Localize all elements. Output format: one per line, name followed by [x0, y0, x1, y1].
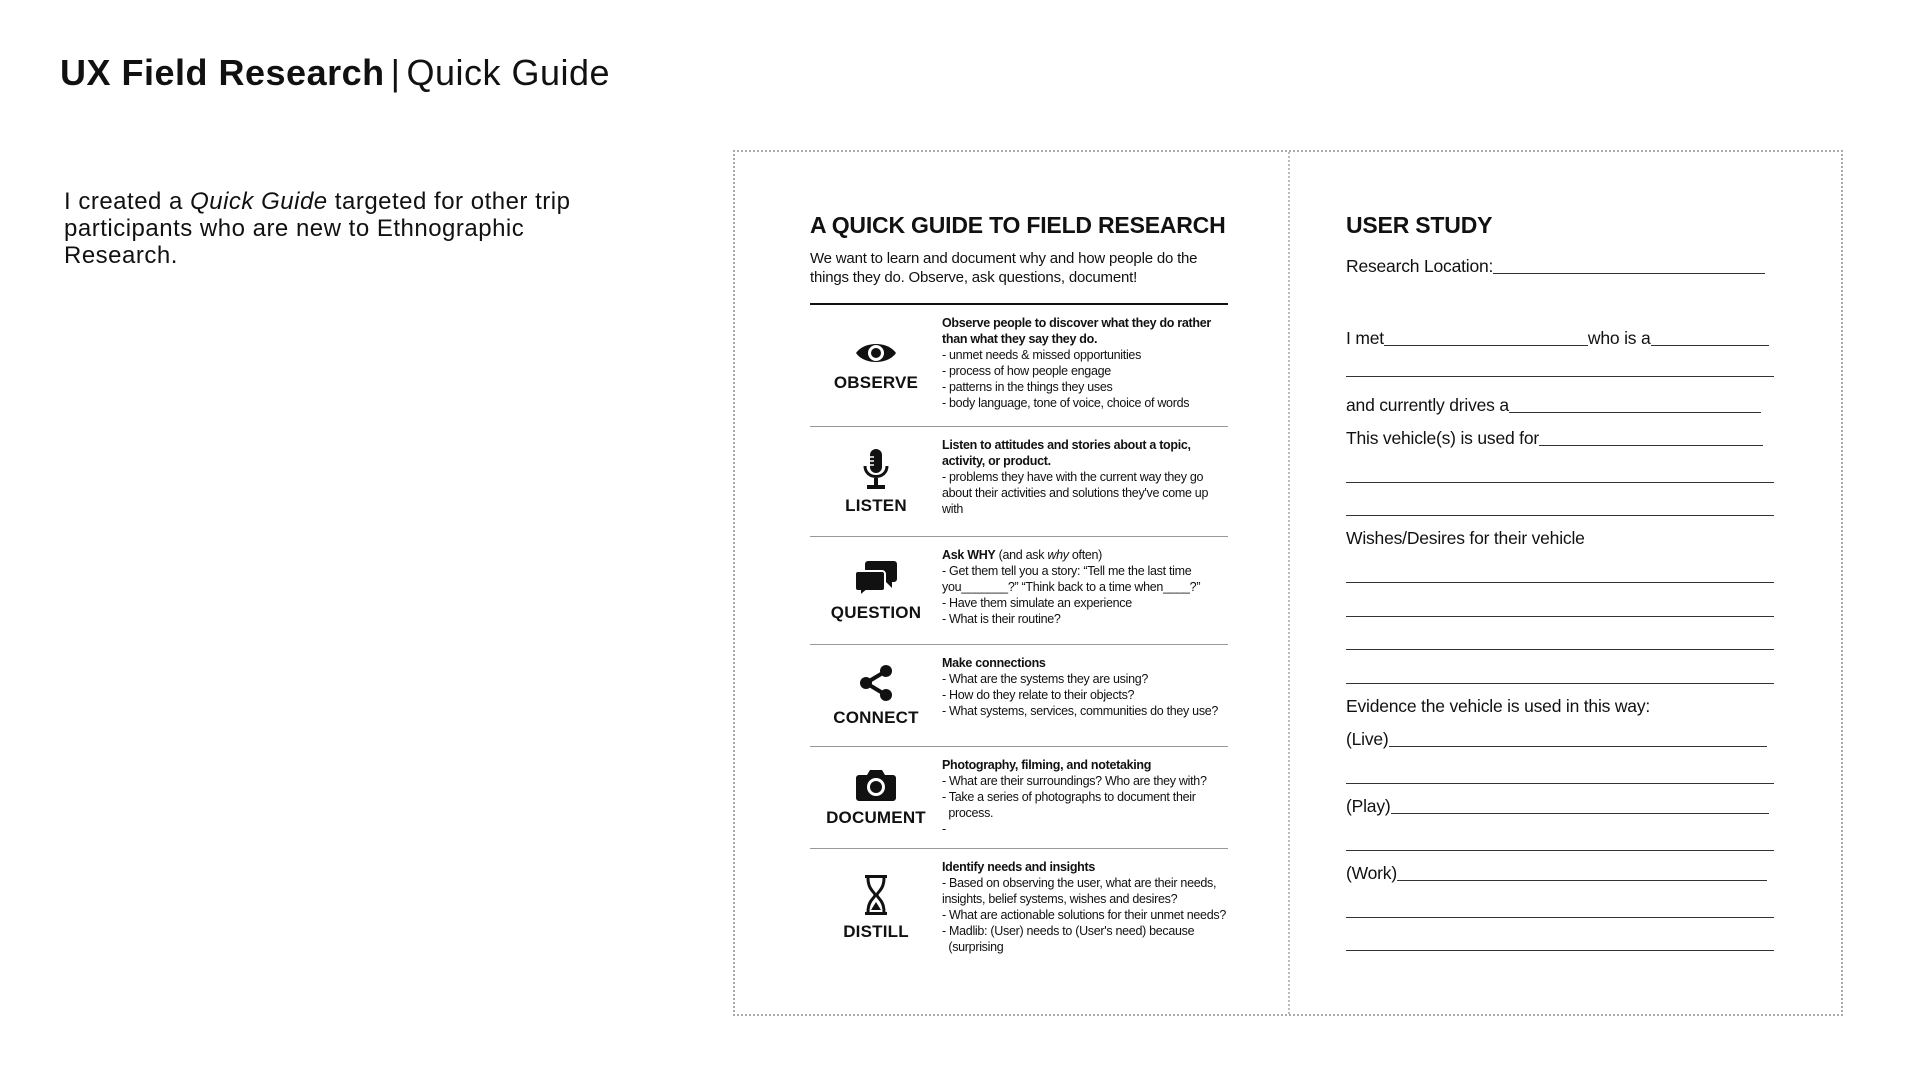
play-label: (Play) [1346, 796, 1391, 816]
answer-line[interactable] [1346, 616, 1774, 617]
share-icon [858, 664, 894, 702]
step-heading: Observe people to discover what they do rather than what they say they do. [942, 316, 1211, 346]
step-line: (surprising [942, 940, 1004, 954]
i-met-blank[interactable] [1384, 345, 1588, 346]
step-heading-rest: often) [1068, 548, 1103, 562]
live-label: (Live) [1346, 729, 1389, 749]
microphone-icon [861, 448, 891, 490]
step-heading: Listen to attitudes and stories about a topic, activity, or product. [942, 438, 1191, 468]
evidence-label: Evidence the vehicle is used in this way: [1346, 696, 1651, 716]
live-blank[interactable] [1389, 746, 1767, 747]
step-label: OBSERVE [833, 372, 919, 392]
used-for-field [1346, 428, 1763, 449]
page-title-light: Quick Guide [406, 52, 611, 93]
live-field [1346, 729, 1767, 750]
step-heading-row [942, 547, 1228, 563]
work-field [1346, 863, 1767, 884]
study-title: USER STUDY [1346, 212, 1493, 238]
step-heading-rest: (and ask [995, 548, 1048, 562]
step-listen [810, 427, 1228, 537]
step-line: - patterns in the things they uses [942, 380, 1113, 394]
work-label: (Work) [1346, 863, 1397, 883]
answer-line[interactable] [1346, 582, 1774, 583]
step-line: - Take a series of photographs to document their [942, 790, 1196, 804]
research-location-blank[interactable] [1493, 273, 1765, 274]
step-line: - Based on observing the user, what are their needs, insights, belief systems, wishes and desires? [942, 876, 1217, 906]
used-for-blank[interactable] [1539, 445, 1763, 446]
step-line: - What is their routine? [942, 612, 1061, 626]
step-line: - What are actionable solutions for their unmet needs? [942, 908, 1226, 922]
step-connect [810, 645, 1228, 747]
chat-bubbles-icon [854, 559, 898, 597]
page-title-strong: UX Field Research [60, 52, 385, 93]
i-met-field [1346, 328, 1769, 349]
step-line: - Have them simulate an experience [942, 596, 1132, 610]
research-location-field [1346, 256, 1765, 277]
step-document [810, 747, 1228, 849]
play-blank[interactable] [1391, 813, 1769, 814]
step-line: - body language, tone of voice, choice of words [942, 396, 1190, 410]
eye-icon [854, 339, 898, 367]
step-question [810, 537, 1228, 645]
drives-label: and currently drives a [1346, 395, 1509, 415]
step-line: - Madlib: (User) needs to (User's need) because [942, 924, 1195, 938]
step-line: - What systems, services, communities do they use? [942, 704, 1219, 718]
step-line: - What are their surroundings? Who are they with? [942, 774, 1207, 788]
used-for-label: This vehicle(s) is used for [1346, 428, 1539, 448]
step-label: CONNECT [833, 707, 919, 727]
step-line: - unmet needs & missed opportunities [942, 348, 1142, 362]
intro-after: targeted for other trip participants who are new to Ethnographic Research. [64, 188, 571, 269]
who-is-a-label: who is a [1587, 328, 1651, 348]
step-line: - What are the systems they are using? [942, 672, 1149, 686]
camera-icon [855, 768, 897, 802]
step-line: - process of how people engage [942, 364, 1111, 378]
who-is-a-blank[interactable] [1651, 345, 1769, 346]
answer-line[interactable] [1346, 649, 1774, 650]
page-title [60, 52, 610, 94]
panel-divider [1288, 152, 1290, 1014]
step-heading: Ask WHY [942, 548, 996, 562]
step-heading-italic: why [1047, 548, 1069, 562]
drives-field [1346, 395, 1761, 416]
i-met-label: I met [1346, 328, 1384, 348]
hourglass-icon [863, 874, 889, 916]
drives-blank[interactable] [1509, 412, 1761, 413]
answer-line[interactable] [1346, 683, 1774, 684]
intro-text [64, 188, 644, 269]
step-line: process. [942, 806, 994, 820]
answer-line[interactable] [1346, 950, 1774, 951]
brochure-image [733, 150, 1843, 1016]
quick-guide-panel [810, 212, 1230, 967]
answer-line[interactable] [1346, 482, 1774, 483]
step-line: - [942, 822, 946, 836]
step-label: LISTEN [845, 495, 907, 515]
user-study-panel [1346, 212, 1786, 883]
step-label: DISTILL [843, 922, 909, 941]
answer-line[interactable] [1346, 376, 1774, 377]
step-heading: Identify needs and insights [942, 860, 1096, 874]
play-field [1346, 796, 1769, 817]
wishes-label: Wishes/Desires for their vehicle [1346, 528, 1585, 548]
intro-italic: Quick Guide [190, 188, 328, 215]
research-location-label: Research Location: [1346, 256, 1494, 276]
step-line: - Get them tell you a story: “Tell me the last time you_______?” “Think back to a time when____?” [942, 564, 1201, 594]
guide-subtitle: We want to learn and document why and how people do the things they do. Observe, ask questions, document! [810, 250, 1198, 286]
step-heading: Photography, filming, and notetaking [942, 758, 1152, 772]
step-line: - problems they have with the current way they go about their activities and solutions they've come up with [942, 470, 1209, 516]
step-line: - How do they relate to their objects? [942, 688, 1135, 702]
work-blank[interactable] [1397, 880, 1767, 881]
step-label: DOCUMENT [826, 807, 926, 827]
answer-line[interactable] [1346, 850, 1774, 851]
page-title-separator: | [390, 52, 401, 93]
guide-title: A QUICK GUIDE TO FIELD RESEARCH [810, 212, 1226, 238]
answer-line[interactable] [1346, 917, 1774, 918]
answer-line[interactable] [1346, 515, 1774, 516]
step-heading: Make connections [942, 656, 1046, 670]
step-observe [810, 305, 1228, 427]
intro-before: I created a [64, 188, 191, 215]
answer-line[interactable] [1346, 783, 1774, 784]
step-distill [810, 849, 1228, 967]
step-label: QUESTION [830, 602, 922, 622]
